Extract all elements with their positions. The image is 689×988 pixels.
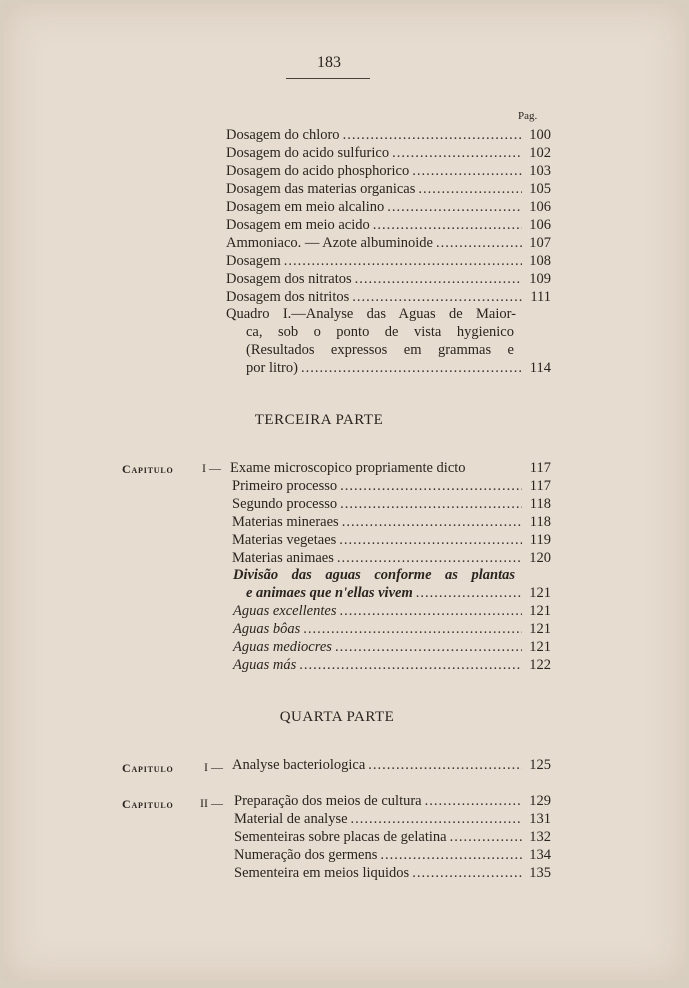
section-title-terceira: TERCEIRA PARTE	[254, 412, 384, 428]
section-title-quarta: QUARTA PARTE	[279, 709, 395, 725]
toc-entry: Primeiro processo ..... 117	[232, 477, 551, 495]
toc-entry: Sementeiras sobre placas de gelatina ..... 132	[234, 828, 551, 846]
quadro-line-2: ca, sob o ponto de vista hygienico	[246, 324, 514, 340]
quadro-line-4: por litro) ..... 114	[246, 359, 551, 377]
capitulo-number: I —	[202, 461, 221, 475]
toc-entry: Analyse bacteriologica ..... 125	[232, 756, 551, 774]
quadro-line-3: (Resultados expressos em grammas e	[246, 342, 514, 358]
toc-entry: Aguas más ..... 122	[233, 656, 551, 674]
book-page	[4, 4, 685, 980]
toc-entry: Aguas excellentes ..... 121	[233, 602, 551, 620]
toc-entry: Dosagem em meio acido ..... 106	[226, 216, 551, 234]
toc-entry: Aguas bôas ..... 121	[233, 620, 551, 638]
toc-entry: Dosagem em meio alcalino ..... 106	[226, 198, 551, 216]
toc-entry: Dosagem do acido sulfurico ..... 102	[226, 144, 551, 162]
capitulo-number: I —	[204, 760, 223, 774]
toc-entry: Sementeira em meios liquidos ..... 135	[234, 864, 551, 882]
quadro-line-1: Quadro I.—Analyse das Aguas de Maior-	[226, 306, 516, 322]
toc-entry: Dosagem das materias organicas ..... 105	[226, 180, 551, 198]
page-number: 183	[317, 54, 341, 71]
capitulo-label: Capitulo	[122, 462, 174, 476]
toc-entry: Segundo processo ..... 118	[232, 495, 551, 513]
toc-entry: Dosagem do chloro ..... 100	[226, 126, 551, 144]
toc-entry: Materias animaes ..... 120	[232, 549, 551, 567]
divisao-line-1: Divisão das aguas conforme as plantas	[233, 567, 515, 583]
toc-entry: Dosagem dos nitritos ..... 111	[226, 288, 551, 306]
toc-entry: Dosagem do acido phosphorico ..... 103	[226, 162, 551, 180]
divisao-line-2: e animaes que n'ellas vivem ..... 121	[246, 584, 551, 602]
toc-entry: Aguas mediocres ..... 121	[233, 638, 551, 656]
toc-entry: Numeração dos germens ..... 134	[234, 846, 551, 864]
capitulo-number: II —	[200, 796, 223, 810]
toc-entry: Preparação dos meios de cultura ..... 129	[234, 792, 551, 810]
pag-column-label: Pag.	[518, 110, 538, 122]
toc-entry: Dosagem dos nitratos ..... 109	[226, 270, 551, 288]
capitulo-label: Capitulo	[122, 797, 174, 811]
header-rule	[286, 78, 370, 79]
toc-entry: Materias mineraes ..... 118	[232, 513, 551, 531]
toc-entry: Materias vegetaes ..... 119	[232, 531, 551, 549]
toc-entry: Dosagem ..... 108	[226, 252, 551, 270]
toc-entry: Exame microscopico propriamente dicto 117	[230, 460, 551, 476]
toc-entry: Material de analyse ..... 131	[234, 810, 551, 828]
toc-entry: Ammoniaco. — Azote albuminoide ..... 107	[226, 234, 551, 252]
capitulo-label: Capitulo	[122, 761, 174, 775]
